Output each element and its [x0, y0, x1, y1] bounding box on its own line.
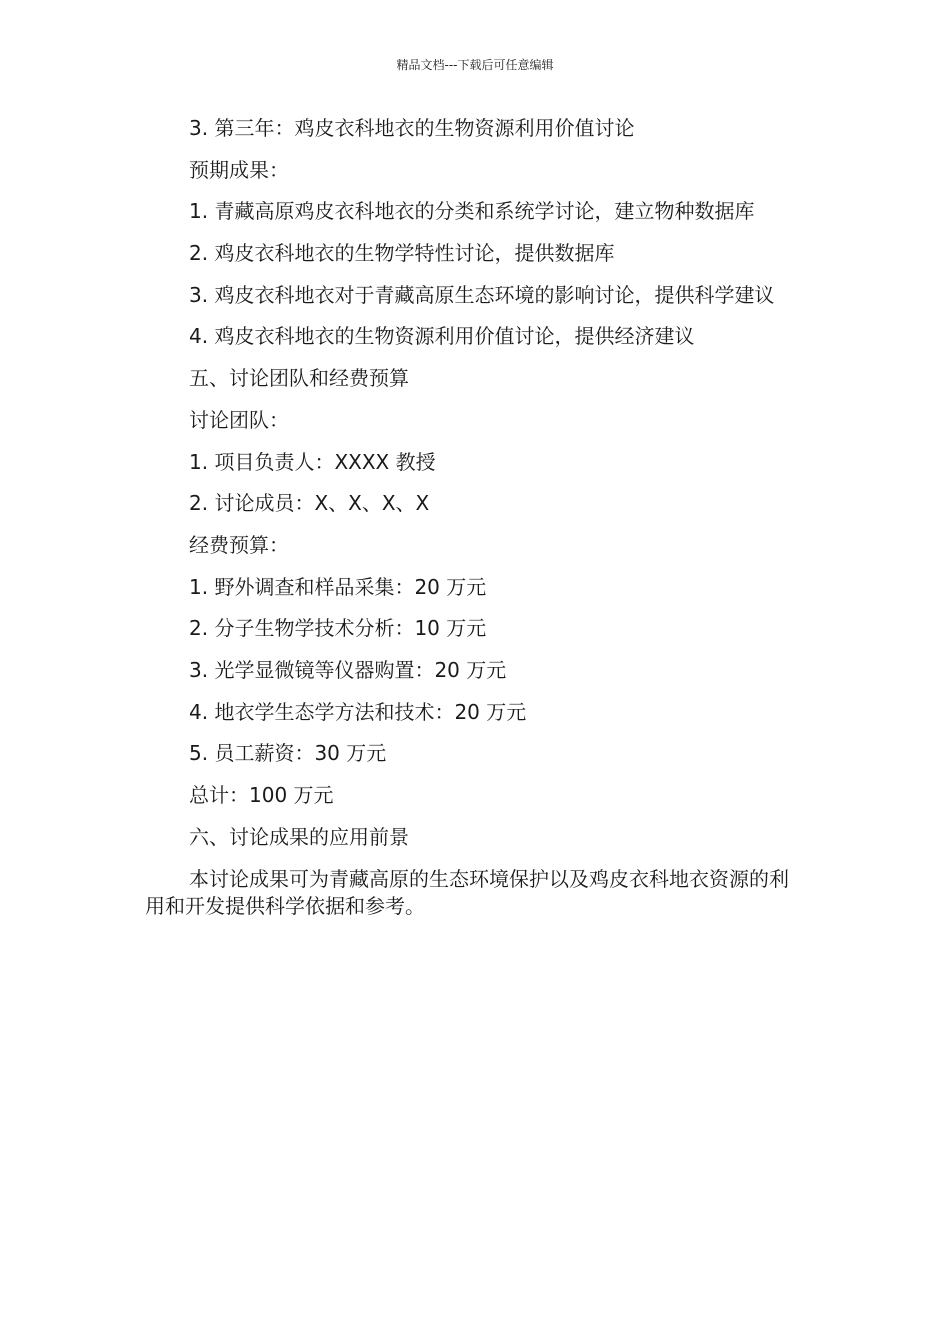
budget-item-2: 2. 分子生物学技术分析：10 万元 — [189, 616, 487, 641]
budget-item-3: 3. 光学显微镜等仪器购置：20 万元 — [189, 657, 507, 682]
budget-total: 总计：100 万元 — [189, 783, 334, 807]
expected-result-1: 1. 青藏高原鸡皮衣科地衣的分类和系统学讨论，建立物种数据库 — [189, 199, 755, 224]
team-members: 2. 讨论成员：X、X、X、X — [189, 491, 430, 516]
expected-result-4: 4. 鸡皮衣科地衣的生物资源利用价值讨论，提供经济建议 — [189, 324, 695, 349]
expected-result-2: 2. 鸡皮衣科地衣的生物学特性讨论，提供数据库 — [189, 241, 615, 266]
expected-result-3: 3. 鸡皮衣科地衣对于青藏高原生态环境的影响讨论，提供科学建议 — [189, 282, 775, 307]
expected-results-heading: 预期成果： — [189, 157, 289, 182]
budget-item-5: 5. 员工薪资：30 万元 — [189, 741, 387, 766]
application-prospects-paragraph: 本讨论成果可为青藏高原的生态环境保护以及鸡皮衣科地衣资源的利用和开发提供科学依据和参考。 — [145, 867, 789, 919]
team-leader: 1. 项目负责人：XXXX 教授 — [189, 449, 436, 474]
budget-item-4: 4. 地衣学生态学方法和技术：20 万元 — [189, 699, 527, 724]
budget-item-1: 1. 野外调查和样品采集：20 万元 — [189, 574, 487, 599]
document-body — [145, 108, 805, 920]
year-three-item: 3. 第三年：鸡皮衣科地衣的生物资源利用价值讨论 — [189, 116, 635, 140]
section-six-heading: 六、讨论成果的应用前景 — [189, 824, 409, 849]
budget-heading: 经费预算： — [189, 532, 289, 557]
section-five-heading: 五、讨论团队和经费预算 — [189, 366, 409, 391]
page-header: 精品文档---下载后可任意编辑 — [396, 58, 554, 72]
team-heading: 讨论团队： — [189, 407, 289, 432]
